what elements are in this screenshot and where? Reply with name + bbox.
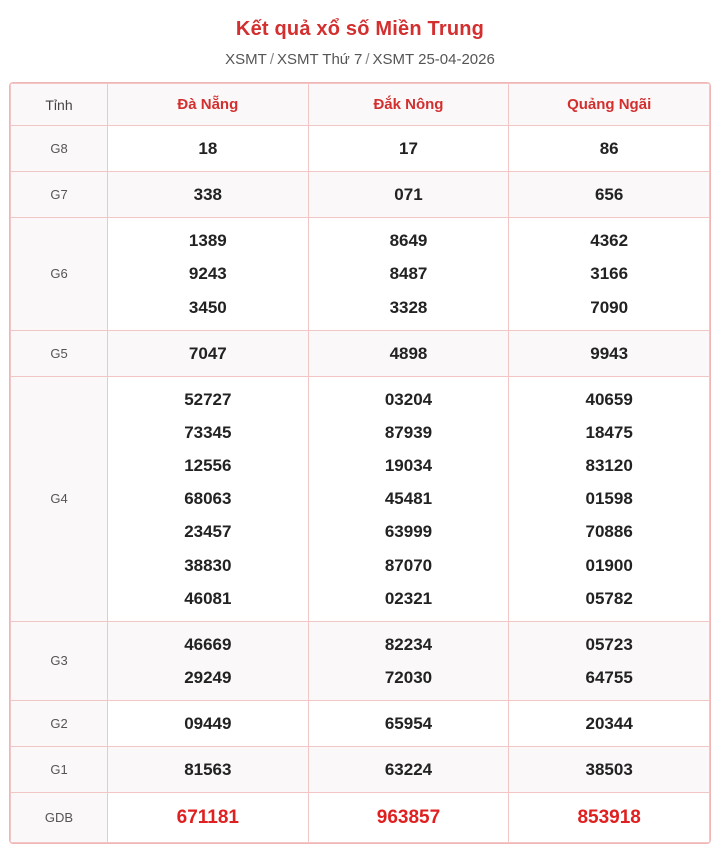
- number: 19034: [384, 456, 433, 476]
- prize-cell: [108, 621, 309, 700]
- number: 12556: [184, 456, 232, 476]
- breadcrumb-item-region[interactable]: XSMT: [225, 51, 267, 68]
- table-row: [11, 126, 710, 172]
- breadcrumb: [225, 51, 495, 68]
- prize-label: G8: [11, 126, 108, 172]
- number: 05723: [585, 634, 633, 654]
- prize-cell: [308, 376, 509, 621]
- number: 38503: [585, 760, 633, 780]
- table-row: [11, 330, 710, 376]
- number: 8649: [389, 231, 428, 251]
- prize-cell: [509, 701, 710, 747]
- prize-cell: [509, 621, 710, 700]
- number: 3450: [188, 297, 227, 317]
- number: 87939: [384, 422, 433, 442]
- number: 18475: [585, 422, 633, 442]
- number: 671181: [176, 807, 239, 829]
- number: 4898: [389, 343, 428, 363]
- prize-cell-special: [308, 793, 509, 843]
- prize-cell: [308, 172, 509, 218]
- number: 7047: [188, 343, 227, 363]
- prize-cell: [308, 747, 509, 793]
- number: 52727: [184, 389, 232, 409]
- number: 02321: [384, 588, 433, 608]
- prize-cell-special: [509, 793, 710, 843]
- number: 73345: [184, 422, 232, 442]
- prize-label: G2: [11, 701, 108, 747]
- prize-label: GDB: [11, 793, 108, 843]
- number: 7090: [590, 297, 629, 317]
- prize-cell: [108, 376, 309, 621]
- number: 40659: [585, 389, 633, 409]
- number: 46081: [184, 588, 232, 608]
- prize-cell: [509, 330, 710, 376]
- number: 63224: [384, 760, 433, 780]
- prize-cell: [509, 172, 710, 218]
- breadcrumb-separator: /: [365, 51, 370, 68]
- prize-cell: [108, 218, 309, 330]
- prize-label: G4: [11, 376, 108, 621]
- breadcrumb-separator: /: [269, 51, 274, 68]
- number: 46669: [184, 634, 232, 654]
- prize-label: G6: [11, 218, 108, 330]
- number: 338: [193, 185, 223, 205]
- column-header-da-nang[interactable]: Đà Nẵng: [108, 84, 309, 126]
- prize-cell: [308, 218, 509, 330]
- prize-label: G7: [11, 172, 108, 218]
- table-row: [11, 376, 710, 621]
- column-header-province: Tỉnh: [11, 84, 108, 126]
- number: 64755: [585, 667, 633, 687]
- table-row: [11, 218, 710, 330]
- number: 23457: [184, 522, 232, 542]
- prize-cell: [108, 330, 309, 376]
- number: 83120: [585, 456, 633, 476]
- number: 70886: [585, 522, 633, 542]
- number: 8487: [389, 264, 428, 284]
- column-header-quang-ngai[interactable]: Quảng Ngãi: [509, 84, 710, 126]
- number: 45481: [384, 489, 433, 509]
- prize-cell: [509, 218, 710, 330]
- number: 20344: [585, 714, 633, 734]
- number: 86: [599, 139, 619, 158]
- number: 656: [594, 185, 624, 205]
- number: 01598: [585, 489, 633, 509]
- prize-cell: [108, 172, 309, 218]
- prize-cell: [308, 621, 509, 700]
- breadcrumb-item-date[interactable]: XSMT 25-04-2026: [372, 51, 495, 68]
- number: 4362: [590, 231, 629, 251]
- prize-cell-special: [108, 793, 309, 843]
- number: 963857: [376, 807, 441, 829]
- number: 63999: [384, 522, 433, 542]
- breadcrumb-item-weekday[interactable]: XSMT Thứ 7: [277, 51, 363, 68]
- number: 38830: [184, 555, 232, 575]
- table-head: [11, 84, 710, 126]
- prize-cell: [509, 126, 710, 172]
- number: 87070: [384, 555, 433, 575]
- prize-label: G1: [11, 747, 108, 793]
- number: 09449: [184, 714, 232, 734]
- prize-cell: [509, 747, 710, 793]
- prize-label: G5: [11, 330, 108, 376]
- prize-cell: [308, 126, 509, 172]
- number: 68063: [184, 489, 232, 509]
- table-body: [11, 126, 710, 843]
- number: 9943: [590, 343, 629, 363]
- number: 01900: [585, 555, 633, 575]
- prize-cell: [509, 376, 710, 621]
- table-row: [11, 172, 710, 218]
- table-row-special: [11, 793, 710, 843]
- number: 18: [198, 139, 218, 158]
- prize-cell: [108, 126, 309, 172]
- number: 65954: [384, 714, 433, 734]
- number: 3166: [590, 264, 629, 284]
- number: 72030: [384, 667, 433, 687]
- table-row: [11, 747, 710, 793]
- number: 853918: [577, 807, 641, 829]
- number: 3328: [389, 297, 428, 317]
- number: 82234: [384, 634, 433, 654]
- table-header-row: [11, 84, 710, 126]
- table-row: [11, 701, 710, 747]
- column-header-dak-nong[interactable]: Đắk Nông: [308, 84, 509, 126]
- page-title: Kết quả xổ số Miền Trung: [235, 18, 485, 40]
- results-table-container: [9, 82, 711, 844]
- number: 29249: [184, 667, 232, 687]
- results-table: [10, 83, 710, 843]
- number: 17: [399, 139, 418, 158]
- number: 05782: [585, 588, 633, 608]
- prize-label: G3: [11, 621, 108, 700]
- prize-cell: [308, 330, 509, 376]
- number: 1389: [188, 231, 227, 251]
- prize-cell: [308, 701, 509, 747]
- number: 03204: [384, 389, 433, 409]
- prize-cell: [108, 701, 309, 747]
- table-row: [11, 621, 710, 700]
- number: 071: [394, 185, 423, 205]
- prize-cell: [108, 747, 309, 793]
- number: 81563: [184, 760, 232, 780]
- number: 9243: [188, 264, 227, 284]
